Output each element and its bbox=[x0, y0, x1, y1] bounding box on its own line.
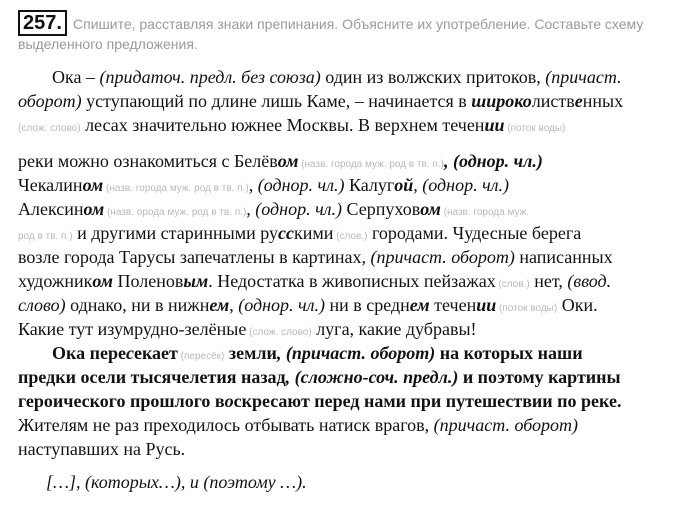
word: течен bbox=[429, 295, 477, 315]
word: и другими старинными ру bbox=[72, 223, 279, 243]
annotation: , (причаст. оборот) bbox=[276, 343, 436, 363]
word: уступающий по длине лишь Каме, – начинается в bbox=[81, 91, 472, 111]
annotation: , (однор. чл.) bbox=[443, 151, 543, 171]
grey-note: (назв. города муж. род в тв. п.) bbox=[103, 183, 249, 194]
annotation: , (однор. чл.) bbox=[246, 199, 343, 219]
text-line-9 bbox=[18, 270, 688, 296]
morpheme: ем bbox=[209, 295, 230, 315]
grey-note: (слож. слово) bbox=[246, 327, 312, 338]
text-line-10 bbox=[18, 294, 688, 320]
word: и поэтому картины bbox=[458, 367, 621, 387]
text-line-3 bbox=[18, 114, 688, 140]
word: екает bbox=[133, 343, 178, 363]
word: Алексин bbox=[18, 199, 84, 219]
grey-note: (слов.) bbox=[495, 279, 530, 290]
word: луга, какие дубравы! bbox=[311, 319, 477, 339]
grey-note: (слож. слово) bbox=[18, 123, 81, 134]
word: нных bbox=[582, 91, 624, 111]
highlighted-line-1 bbox=[52, 342, 700, 368]
word: нет, bbox=[529, 271, 568, 291]
word: однако, ни в нижн bbox=[65, 295, 210, 315]
morpheme: ии bbox=[484, 115, 505, 135]
grey-note: (поток воды) bbox=[504, 123, 566, 134]
word: наступавших на Русь. bbox=[18, 439, 186, 459]
word: возле города Тарусы запечатлены в картинах bbox=[18, 247, 362, 267]
morpheme: о bbox=[224, 391, 234, 411]
text-line-15 bbox=[18, 414, 688, 436]
highlighted-line-3 bbox=[18, 390, 688, 412]
grey-note: (пересёк) bbox=[177, 351, 225, 362]
text-line-16 bbox=[18, 438, 688, 460]
highlighted-line-2 bbox=[18, 366, 688, 388]
word: реки можно ознакомиться с Белёв bbox=[18, 151, 278, 171]
sentence-scheme: […], (которых…), и (поэтому …). bbox=[46, 472, 307, 492]
word: Оки. bbox=[557, 295, 598, 315]
text-line-6 bbox=[18, 198, 688, 224]
grey-note: (назв. орода муж. род в тв. п.) bbox=[104, 207, 247, 218]
morpheme: широко bbox=[471, 91, 532, 111]
word: Ока пере bbox=[52, 343, 126, 363]
word: Серпухов bbox=[342, 199, 421, 219]
text-line-1 bbox=[52, 66, 700, 88]
annotation: (причаст. оборот) bbox=[433, 415, 579, 435]
annotation: , (сложно-соч. предл.) bbox=[285, 367, 459, 387]
word: Ока – bbox=[52, 67, 100, 87]
grey-note: (назв. города муж. род в тв. п.) bbox=[298, 159, 444, 170]
morpheme: ом bbox=[420, 199, 441, 219]
morpheme: ии bbox=[476, 295, 497, 315]
text-line-11 bbox=[18, 318, 688, 344]
word: . Недостатка в живописных пейзажах bbox=[208, 271, 496, 291]
morpheme: сс bbox=[278, 223, 295, 243]
morpheme: ой bbox=[394, 175, 414, 195]
word: земли bbox=[224, 343, 277, 363]
morpheme: с bbox=[125, 343, 134, 363]
annotation: , (причаст. оборот) bbox=[361, 247, 515, 267]
grey-note: (поток воды) bbox=[496, 303, 558, 314]
morpheme: ом bbox=[83, 199, 105, 219]
annotation: (ввод. bbox=[567, 271, 612, 291]
exercise-number: 257. bbox=[18, 10, 67, 36]
word: Чекалин bbox=[18, 175, 83, 195]
annotation: (придаточ. предл. без союза) bbox=[99, 67, 321, 87]
grey-note: (назв. города муж. bbox=[440, 207, 530, 218]
morpheme: е bbox=[574, 91, 583, 111]
morpheme: ом bbox=[277, 151, 299, 171]
word: написанных bbox=[514, 247, 613, 267]
morpheme: ом bbox=[82, 175, 104, 195]
text-line-2 bbox=[18, 90, 688, 112]
word: художник bbox=[18, 271, 93, 291]
word: один из волжских притоков, bbox=[320, 67, 546, 87]
morpheme: ым bbox=[183, 271, 209, 291]
annotation: , (однор. чл.) bbox=[229, 295, 325, 315]
word: Жителям не раз преходилось отбывать натиск врагов, bbox=[18, 415, 434, 435]
annotation: , (однор. чл.) bbox=[413, 175, 510, 195]
grey-note: (слов.) bbox=[333, 231, 368, 242]
word: ни в средн bbox=[324, 295, 410, 315]
grey-note: род в тв. п.) bbox=[18, 231, 73, 242]
text-line-4 bbox=[18, 150, 688, 176]
morpheme: ом bbox=[92, 271, 113, 291]
word: на которых наши bbox=[435, 343, 583, 363]
word: листв bbox=[531, 91, 575, 111]
annotation: оборот) bbox=[18, 91, 82, 111]
text-line-8 bbox=[18, 246, 688, 268]
word: Какие тут изумрудно-зелёные bbox=[18, 319, 247, 339]
word: кими bbox=[294, 223, 334, 243]
word: Поленов bbox=[113, 271, 184, 291]
text-line-5 bbox=[18, 174, 688, 200]
word: Калуг bbox=[344, 175, 395, 195]
task-instruction: Спишите, расставляя знаки препинания. Объясните их употребление. Составьте схему выделенного предложения. bbox=[18, 16, 644, 52]
word: предки осели тысячелетия назад bbox=[18, 367, 286, 387]
word: городами. Чудесные берега bbox=[367, 223, 582, 243]
word: лесах значительно южнее Москвы. В верхнем течен bbox=[80, 115, 485, 135]
annotation: слово) bbox=[18, 295, 66, 315]
text-line-7 bbox=[18, 222, 688, 248]
word: героического прошлого в bbox=[18, 391, 225, 411]
morpheme: ем bbox=[409, 295, 430, 315]
annotation: (причаст. bbox=[545, 67, 622, 87]
word: скресают перед нами при путешествии по реке. bbox=[233, 391, 622, 411]
annotation: , (однор. чл.) bbox=[248, 175, 345, 195]
